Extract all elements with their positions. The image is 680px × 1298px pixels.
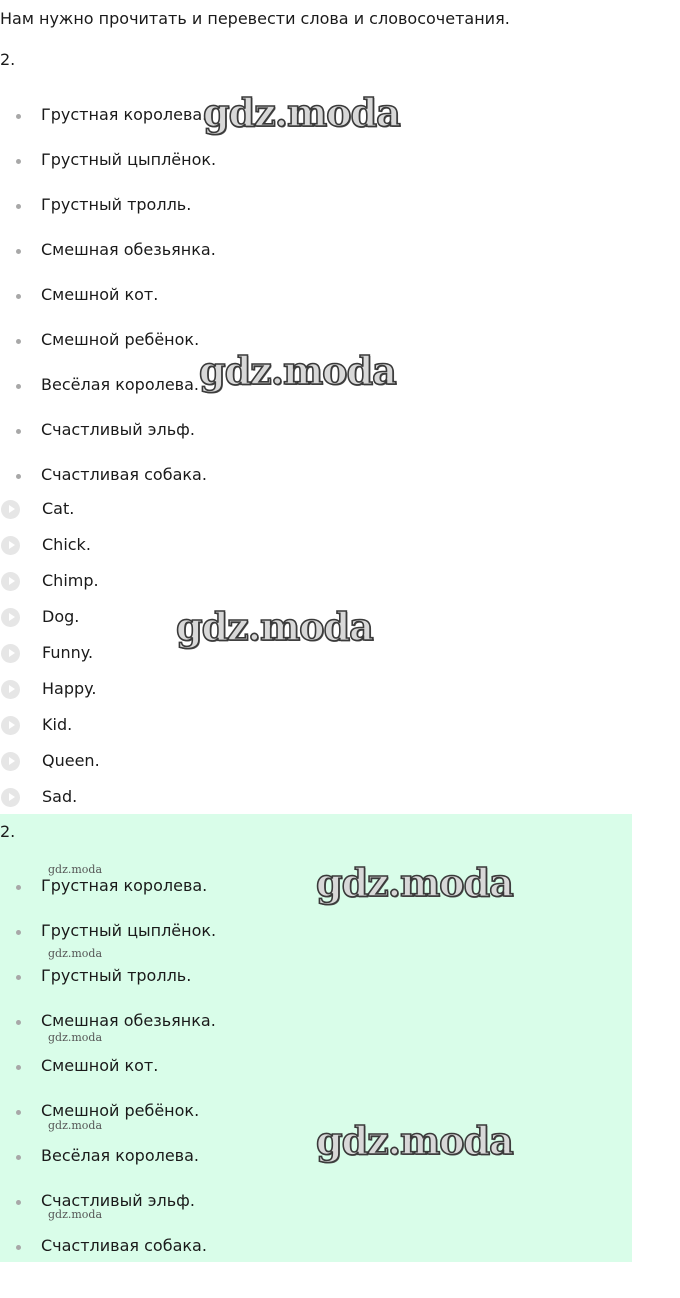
watermark-logo: gdz.moda — [316, 1118, 513, 1163]
watermark-logo: gdz.moda — [176, 604, 373, 649]
play-circle-icon[interactable] — [1, 500, 20, 519]
bullet-dot-icon — [16, 930, 21, 935]
bullet-dot-icon — [16, 975, 21, 980]
bullet-dot-icon — [16, 1245, 21, 1250]
watermark-small: gdz.moda — [48, 1119, 103, 1132]
watermark-small: gdz.moda — [48, 1031, 103, 1044]
intro-text: Нам нужно прочитать и перевести слова и словосочетания. — [0, 9, 510, 28]
bullet-dot-icon — [16, 294, 21, 299]
bullet-dot-icon — [16, 114, 21, 119]
play-circle-icon[interactable] — [1, 644, 20, 663]
bullet-dot-icon — [16, 1200, 21, 1205]
bullet-dot-icon — [16, 1065, 21, 1070]
watermark-small: gdz.moda — [48, 863, 103, 876]
bullet-dot-icon — [16, 384, 21, 389]
play-circle-icon[interactable] — [1, 680, 20, 699]
bullet-dot-icon — [16, 159, 21, 164]
bullet-dot-icon — [16, 429, 21, 434]
play-circle-icon[interactable] — [1, 608, 20, 627]
bullet-dot-icon — [16, 474, 21, 479]
play-circle-icon[interactable] — [1, 788, 20, 807]
section-number: 2. — [0, 50, 16, 69]
bullet-dot-icon — [16, 1020, 21, 1025]
bullet-dot-icon — [16, 885, 21, 890]
play-circle-icon[interactable] — [1, 752, 20, 771]
play-circle-icon[interactable] — [1, 716, 20, 735]
bullet-dot-icon — [16, 1155, 21, 1160]
answer-section-number: 2. — [0, 822, 16, 841]
watermark-small: gdz.moda — [48, 947, 103, 960]
watermark-logo: gdz.moda — [316, 860, 513, 905]
play-circle-icon[interactable] — [1, 572, 20, 591]
watermark-logo: gdz.moda — [199, 348, 396, 393]
bullet-dot-icon — [16, 1110, 21, 1115]
bullet-dot-icon — [16, 339, 21, 344]
bullet-dot-icon — [16, 204, 21, 209]
play-circle-icon[interactable] — [1, 536, 20, 555]
bullet-dot-icon — [16, 249, 21, 254]
answer-block: 2. Грустная королева. Грустный цыплёнок. Грустный тролль. Смешная обезьянка. Смешной кот. Смешной ребёнок. Весёлая королева. Счастливый эльф. Счастливая собака. — [0, 814, 632, 1262]
watermark-logo: gdz.moda — [203, 90, 400, 135]
watermark-small: gdz.moda — [48, 1208, 103, 1221]
